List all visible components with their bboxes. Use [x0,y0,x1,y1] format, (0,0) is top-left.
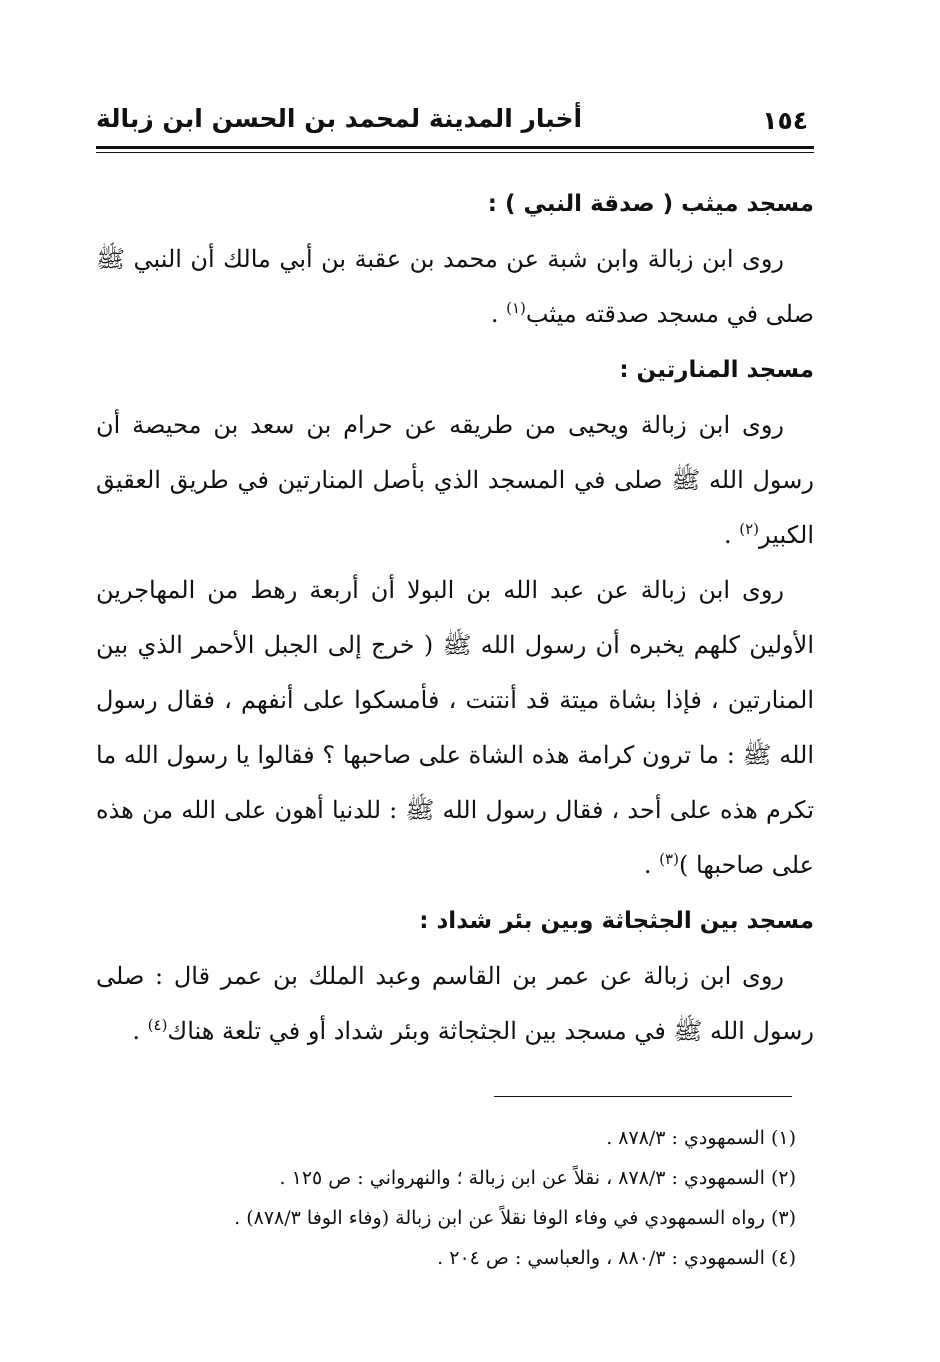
section-heading: مسجد بين الجثجاثة وبين بئر شداد : [419,908,814,934]
section-maytab-mosque [96,176,814,342]
header-rule-thick [96,146,814,149]
footnote: (٢) السمهودي : ٨٧٨/٣ ، نقلاً عن ابن زبالة ؛ والنهرواني : ص ١٢٥ . [279,1167,796,1189]
paragraph [96,398,814,563]
paragraph [96,949,814,1059]
footnote-separator [494,1096,792,1097]
section-jathjatha-mosque [96,893,814,1059]
paragraph-text: روى ابن زبالة ويحيى من طريقه عن حرام بن سعد بن محيصة أن رسول الله ﷺ صلى في المسجد الذي بأصل المنارتين في طريق العقيق الكبير [96,411,814,549]
running-title: أخبار المدينة لمحمد بن الحسن ابن زبالة [96,104,583,133]
footnote-marker: (٤) [147,1016,168,1034]
paragraph-end: . [132,1017,148,1045]
paragraph-text: روى ابن زبالة وابن شبة عن محمد بن عقبة بن أبي مالك أن النبي ﷺ صلى في مسجد صدقته ميثب [96,245,814,328]
header-rule-thin [96,152,814,153]
footnote-marker: (٣) [659,850,679,868]
footnote: (٤) السمهودي : ٨٨٠/٣ ، والعباسي : ص ٢٠٤ . [437,1247,796,1269]
page-number: ١٥٤ [762,106,808,135]
paragraph-end: . [643,851,660,879]
footnote: (١) السمهودي : ٨٧٨/٣ . [606,1127,796,1149]
footnotes [96,1118,796,1278]
paragraph-text: روى ابن زبالة عن عبد الله بن البولا أن أربعة رهط من المهاجرين الأولين كلهم يخبره أن رسول الله ﷺ ( خرج إلى الجبل الأحمر الذي بين المنارتين ، فإذا بشاة ميتة قد أنتنت ، فأمسكوا على أنفهم ، فقال رسول الله ﷺ : ما ترون كرامة هذه الشاة على صاحبها ؟ فقالوا يا رسول الله ما تكرم هذه على أحد ، فقال رسول الله ﷺ : للدنيا أهون على الله من هذه على صاحبها ) [96,576,814,879]
paragraph [96,232,814,342]
section-heading: مسجد المنارتين : [619,357,814,383]
section-manaratayn-mosque [96,342,814,893]
footnote: (٣) رواه السمهودي في وفاء الوفا نقلاً عن ابن زبالة (وفاء الوفا ٨٧٨/٣) . [234,1207,796,1229]
section-heading: مسجد ميثب ( صدقة النبي ) : [487,191,814,217]
paragraph-text: روى ابن زبالة عن عمر بن القاسم وعبد الملك بن عمر قال : صلى رسول الله ﷺ في مسجد بين الجثجاثة وبئر شداد أو في تلعة هناك [96,962,814,1045]
footnote-marker: (١) [506,299,526,317]
paragraph-end: . [723,521,740,549]
footnote-marker: (٢) [739,520,760,538]
running-header [96,104,814,144]
paragraph-end: . [490,300,507,328]
body-text [96,176,814,1059]
paragraph [96,563,814,893]
